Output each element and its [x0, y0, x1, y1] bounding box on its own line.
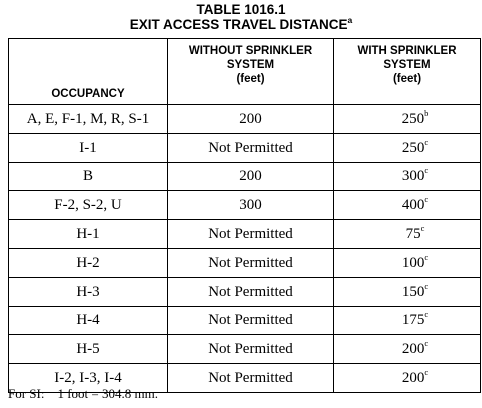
occupancy-cell: I-1: [9, 133, 168, 162]
table-row: [9, 248, 481, 277]
table-number: TABLE 1016.1: [196, 2, 286, 17]
without-sprinkler-cell: Not Permitted: [168, 306, 334, 335]
header-without-sprinkler: [168, 39, 334, 105]
header-with-line-2: SYSTEM: [383, 59, 431, 71]
table-row: [9, 162, 481, 191]
with-sprinkler-cell: [334, 248, 481, 277]
with-sprinkler-cell: [334, 133, 481, 162]
with-sprinkler-value: 400: [401, 197, 425, 214]
table-row: [9, 306, 481, 335]
header-with-line-3: (feet): [392, 73, 422, 85]
with-sprinkler-cell: [334, 277, 481, 306]
occupancy-cell: H-5: [9, 335, 168, 364]
with-sprinkler-cell: [334, 306, 481, 335]
header-without-line-1: WITHOUT SPRINKLER: [188, 45, 313, 57]
table-title-footnote-marker: a: [347, 14, 353, 25]
without-sprinkler-cell: Not Permitted: [168, 335, 334, 364]
without-sprinkler-cell: Not Permitted: [168, 277, 334, 306]
with-sprinkler-value: 150: [401, 283, 425, 300]
without-sprinkler-cell: 200: [168, 162, 334, 191]
header-without-line-2: SYSTEM: [226, 59, 275, 71]
with-sprinkler-value: 250: [401, 139, 425, 156]
with-sprinkler-cell: [334, 162, 481, 191]
with-sprinkler-value: 200: [401, 370, 425, 387]
footnote-marker: c: [424, 309, 429, 320]
table-row: [9, 335, 481, 364]
footnote-marker: c: [424, 367, 429, 378]
footnote-marker: c: [420, 223, 425, 234]
with-sprinkler-value: 250: [401, 110, 425, 127]
header-with-line-1: WITH SPRINKLER: [357, 45, 457, 57]
footnote-marker: c: [424, 194, 429, 205]
table-row: [9, 220, 481, 249]
footnote-marker: c: [424, 251, 429, 262]
with-sprinkler-cell: [334, 105, 481, 134]
without-sprinkler-cell: 200: [168, 105, 334, 134]
table-row: [9, 105, 481, 134]
with-sprinkler-value: 75: [405, 226, 421, 243]
occupancy-cell: F-2, S-2, U: [9, 191, 168, 220]
table-body: [9, 105, 481, 393]
header-occupancy: OCCUPANCY: [9, 39, 168, 105]
without-sprinkler-cell: 300: [168, 191, 334, 220]
header-with-sprinkler: [334, 39, 481, 105]
without-sprinkler-cell: Not Permitted: [168, 248, 334, 277]
with-sprinkler-value: 300: [401, 168, 425, 185]
without-sprinkler-cell: Not Permitted: [168, 133, 334, 162]
with-sprinkler-cell: [334, 364, 481, 393]
with-sprinkler-cell: [334, 220, 481, 249]
header-without-line-3: (feet): [236, 73, 265, 85]
table-title: [0, 14, 482, 33]
footnote-marker: c: [424, 136, 429, 147]
footnote-marker: c: [424, 338, 429, 349]
with-sprinkler-value: 175: [401, 312, 425, 329]
table-title-text: EXIT ACCESS TRAVEL DISTANCE: [129, 17, 348, 32]
table-row: [9, 277, 481, 306]
occupancy-cell: B: [9, 162, 168, 191]
occupancy-cell: H-3: [9, 277, 168, 306]
occupancy-cell: H-2: [9, 248, 168, 277]
si-conversion-footnote: For SI: 1 foot = 304.8 mm.: [8, 386, 158, 401]
occupancy-cell: H-4: [9, 306, 168, 335]
footnote-marker: c: [424, 165, 429, 176]
with-sprinkler-value: 100: [401, 254, 425, 271]
footnote-marker: c: [424, 280, 429, 291]
with-sprinkler-cell: [334, 335, 481, 364]
header-row: [9, 39, 481, 105]
occupancy-cell: A, E, F-1, M, R, S-1: [9, 105, 168, 134]
with-sprinkler-cell: [334, 191, 481, 220]
footnote-marker: b: [424, 107, 429, 118]
with-sprinkler-value: 200: [401, 341, 425, 358]
without-sprinkler-cell: Not Permitted: [168, 220, 334, 249]
occupancy-cell: H-1: [9, 220, 168, 249]
table-row: [9, 133, 481, 162]
travel-distance-table: [8, 38, 481, 393]
table-row: [9, 191, 481, 220]
occupancy-cell: I-2, I-3, I-4: [9, 364, 168, 393]
without-sprinkler-cell: Not Permitted: [168, 364, 334, 393]
